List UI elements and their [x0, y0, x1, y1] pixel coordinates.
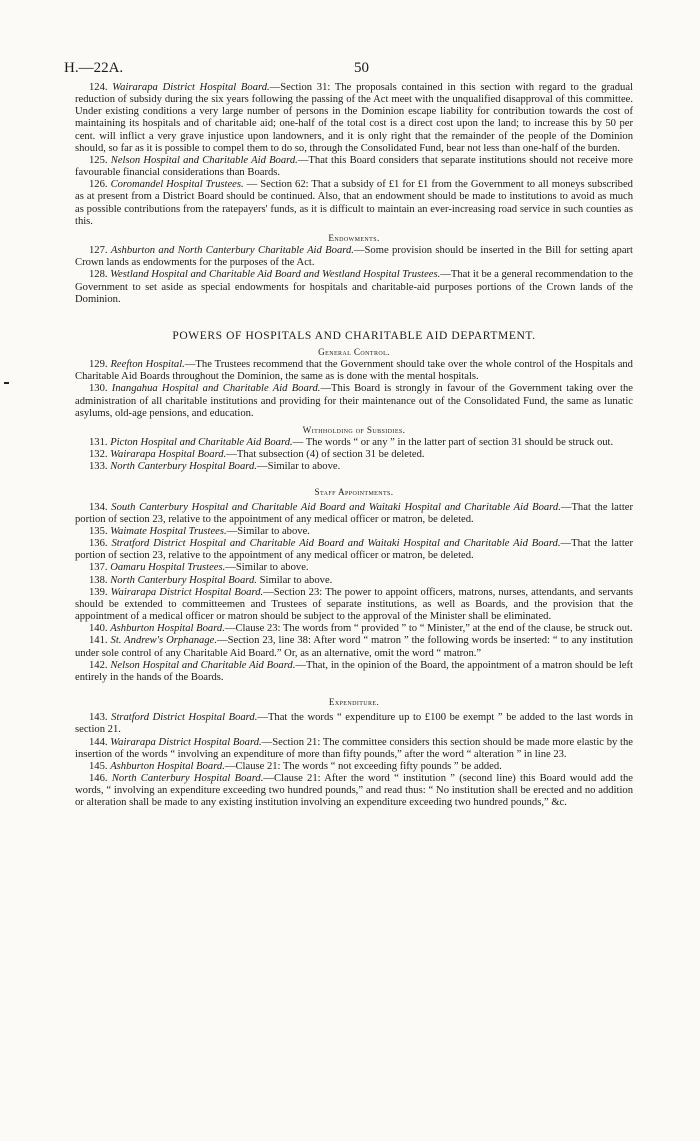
paragraph-140: 140. Ashburton Hospital Board.—Clause 23: The words from “ provided ” to “ Minister,” at the end of the clause, be struck out.: [89, 623, 633, 635]
paragraph-144: 144. Wairarapa District Hospital Board.—Section 21: The committee considers this section should be made more elastic by the insertion of the words “ involving an expenditure of more than fifty pounds,” after the word “ alteration ” in line 23.: [75, 736, 633, 760]
paragraph-138: 138. North Canterbury Hospital Board. Similar to above.: [89, 574, 333, 586]
paragraph-130: 130. Inangahua Hospital and Charitable Aid Board.—This Board is strongly in favour of the Government taking over the administration of all charitable institutions and providing for their maintenance out of the Consolidated Fund, the same as lunatic asylums, old-age pensions, and education.: [75, 383, 633, 419]
paragraph-136: 136. Stratford District Hospital and Charitable Aid Board and Waitaki Hospital and Charitable Aid Board.—That the latter portion of section 23, relative to the appointment of any medical officer or matron, be deleted.: [75, 538, 633, 562]
heading-endowments: Endowments.: [328, 232, 380, 243]
paragraph-132: 132. Wairarapa Hospital Board.—That subsection (4) of section 31 be deleted.: [89, 449, 425, 461]
paragraph-127: 127. Ashburton and North Canterbury Charitable Aid Board.—Some provision should be inserted in the Bill for setting apart Crown lands as endowments for the purposes of the Act.: [75, 245, 633, 269]
paragraph-131: 131. Picton Hospital and Charitable Aid Board.— The words “ or any ” in the latter part of section 31 should be struck out.: [89, 437, 614, 449]
margin-mark: [4, 382, 9, 384]
heading-powers: POWERS OF HOSPITALS AND CHARITABLE AID DEPARTMENT.: [172, 329, 536, 342]
paragraph-126: 126. Coromandel Hospital Trustees. — Section 62: That a subsidy of £1 for £1 from the Government to all moneys subscribed as at present from a District Board should be continued. Also, that an endowment should be made to institutions to avoid as much as possible contributions from the ratepayers' funds, as it is difficult to maintain an ever-increasing road service in such counties as this.: [75, 179, 633, 227]
heading-expenditure: Expenditure.: [328, 697, 380, 708]
paragraph-133: 133. North Canterbury Hospital Board.—Similar to above.: [89, 461, 341, 473]
paragraph-129: 129. Reefton Hospital.—The Trustees recommend that the Government should take over the whole control of the Hospitals and Charitable Aid Boards throughout the Dominion, the same as is done with the mental hospitals.: [75, 359, 633, 383]
paragraph-135: 135. Waimate Hospital Trustees.—Similar to above.: [89, 526, 310, 537]
paragraph-139: 139. Wairarapa District Hospital Board.—Section 23: The power to appoint officers, matrons, nurses, attendants, and servants should be extended to committeemen and Trustees of separate institutions, as well as Boards, and the provision that the appointment of a medical officer or matron should be subject to the approval of the Minister shall be eliminated.: [75, 586, 634, 623]
heading-withholding: Withholding of Subsidies.: [302, 424, 406, 435]
heading-general-control: General Control.: [318, 346, 390, 357]
paragraph-125: 125. Nelson Hospital and Charitable Aid Board.—That this Board considers that separate institutions should not receive more favourable financial considerations than Boards.: [75, 154, 633, 179]
paragraph-142: 142. Nelson Hospital and Charitable Aid Board.—That, in the opinion of the Board, the appointment of a matron should be left entirely in the hands of the Boards.: [75, 659, 633, 683]
paragraph-141: 141. St. Andrew's Orphanage.—Section 23, line 38: After word “ matron ” the following words be inserted: “ to any institution under sole control of any Charitable Aid Board.” Or, as an alternative, omit the word “ matron.”: [75, 635, 633, 659]
paragraph-124: 124. Wairarapa District Hospital Board.—Section 31: The proposals contained in this section with regard to the gradual reduction of subsidy during the six years following the passing of the Act meet with the unqualified disapproval of this committee. Under existing conditions a very large number of persons in the Dominion escape liability for contribution towards the cost of maintaining its hospitals and of charitable aid; one-half of the total cost is a direct cost upon the land; to increase this by 50 per cent. will inflict a very grave injustice upon landowners, and it is only right that the remainder of the people of the Dominion should, so far as it is possible to compel them to do so, through the Consolidated Fund, bear not less than one-half of the burden.: [75, 82, 633, 154]
paragraph-145: 145. Ashburton Hospital Board.—Clause 21: The words “ not exceeding fifty pounds ” be added.: [89, 760, 502, 772]
paragraph-143: 143. Stratford District Hospital Board.—That the words “ expenditure up to £100 be exempt ” be added to the last words in section 21.: [75, 712, 633, 736]
paragraph-134: 134. South Canterbury Hospital and Charitable Aid Board and Waitaki Hospital and Charitable Aid Board.—That the latter portion of section 23, relative to the appointment of any medical officer or matron, be deleted.: [75, 501, 633, 525]
document-reference: H.—22A.: [64, 60, 124, 76]
document-body: [75, 82, 633, 809]
paragraph-146: 146. North Canterbury Hospital Board.—Clause 21: After the word “ institution ” (second line) this Board would add the words, “ involving an expenditure exceeding two hundred pounds,” and read thus: “ No institution shall be erected and no addition or alteration shall be made to any existing institution involving an expenditure exceeding two hundred pounds,” &c.: [75, 772, 633, 809]
page-number: 50: [354, 60, 369, 76]
page-header: [64, 60, 636, 80]
paragraph-137: 137. Oamaru Hospital Trustees.—Similar to above.: [89, 562, 309, 574]
heading-staff-appointments: Staff Appointments.: [314, 486, 394, 497]
paragraph-128: 128. Westland Hospital and Charitable Aid Board and Westland Hospital Trustees.—That it be a general recommendation to the Government to set aside as special endowments for hospitals and charitable-aid purposes portions of the Crown lands of the Dominion.: [75, 269, 633, 305]
